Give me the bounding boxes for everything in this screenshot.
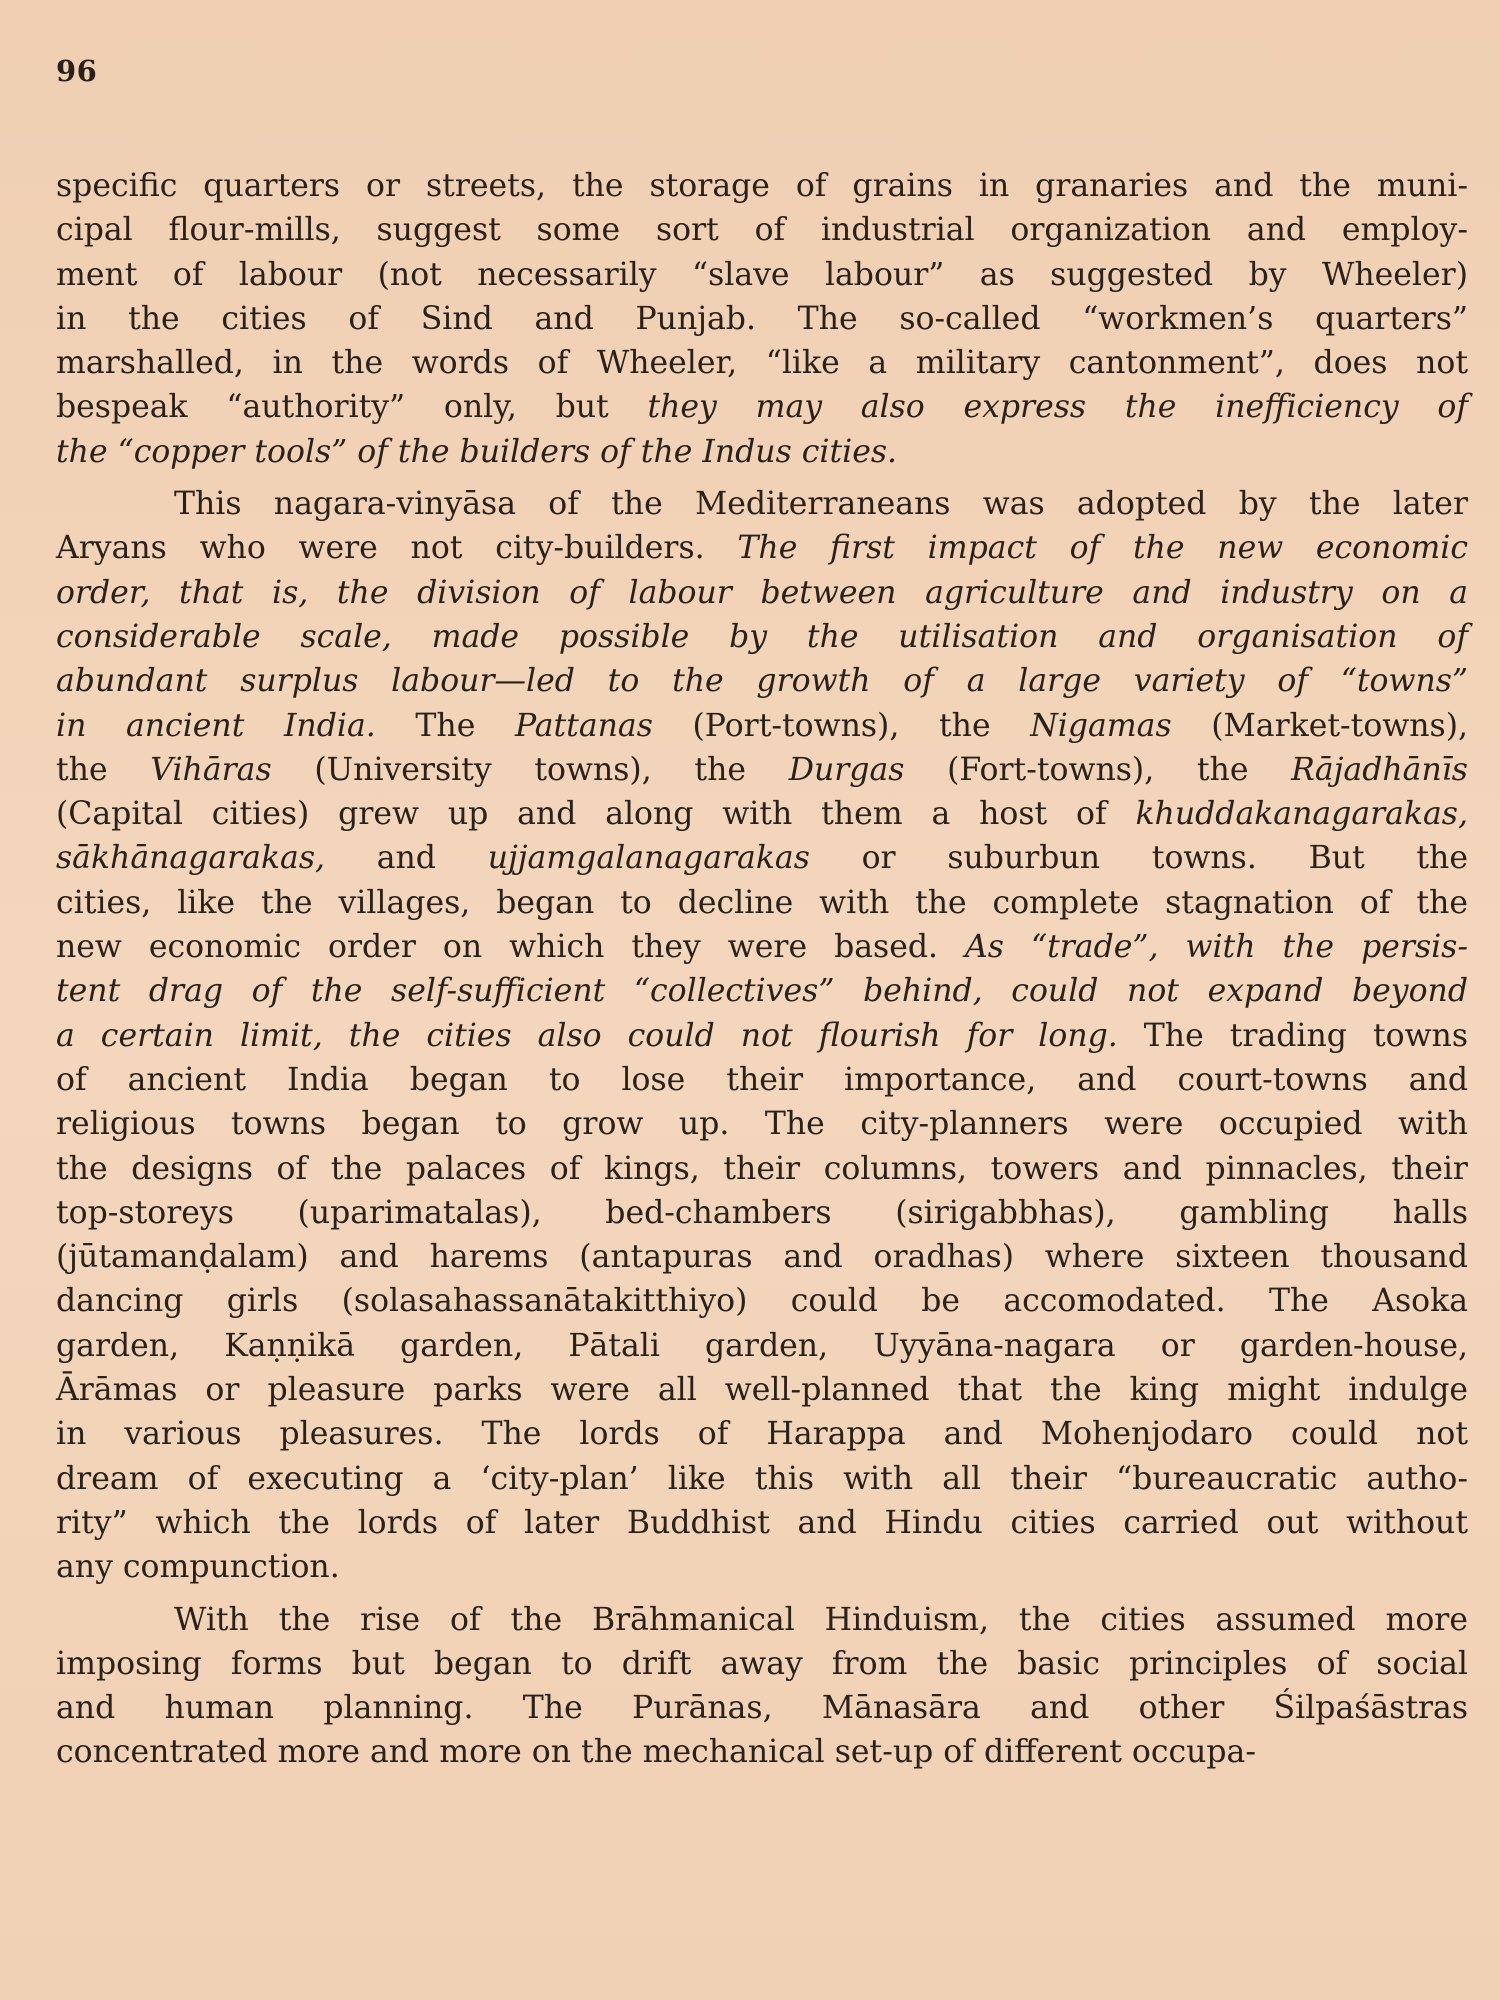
- text-run: The trading towns: [1117, 1017, 1469, 1054]
- italic-text: Vihāras: [150, 751, 272, 788]
- text-line: [56, 1191, 1468, 1235]
- italic-text: As “trade”, with the persis-: [965, 929, 1468, 966]
- text-run: (Port-towns), the: [652, 707, 1031, 744]
- text-line: [56, 881, 1468, 925]
- text-line: [56, 836, 1468, 880]
- text-run: any compunction.: [56, 1549, 340, 1586]
- text-run: Aryans who were not city-builders.: [56, 530, 738, 567]
- text-line: [56, 385, 1468, 429]
- text-line: [56, 297, 1468, 341]
- text-run: This nagara-vinyāsa of the Mediterraneans was adopted by the later: [174, 486, 1468, 523]
- text-run: the: [56, 751, 151, 788]
- italic-text: Durgas: [788, 751, 905, 788]
- text-line: [56, 253, 1468, 297]
- text-run: The: [375, 707, 515, 744]
- text-line: [56, 1686, 1468, 1730]
- paragraph-gap: [56, 474, 1468, 482]
- text-run: top-storeys (uparimatalas), bed-chambers (sirigabbhas), gambling halls: [56, 1194, 1468, 1231]
- text-run: rity” which the lords of later Buddhist and Hindu cities carried out without: [56, 1504, 1468, 1541]
- text-line: [56, 571, 1468, 615]
- italic-text: khuddakanagarakas,: [1135, 796, 1468, 833]
- text-line: [56, 1102, 1468, 1146]
- text-line: [56, 792, 1468, 836]
- paragraph: [56, 1598, 1468, 1775]
- text-line: [56, 1235, 1468, 1279]
- italic-text: order, that is, the division of labour between agriculture and industry on a: [56, 574, 1468, 611]
- text-line: [56, 704, 1468, 748]
- text-run: the designs of the palaces of kings, their columns, towers and pinnacles, their: [56, 1150, 1468, 1187]
- text-line: [56, 1457, 1468, 1501]
- italic-text: considerable scale, made possible by the utilisation and organisation of: [56, 618, 1468, 655]
- text-line: [56, 1545, 1468, 1589]
- italic-text: Rājadhānīs: [1291, 751, 1468, 788]
- text-line: [56, 1014, 1468, 1058]
- text-run: garden, Kaṇṇikā garden, Pātali garden, Uyyāna-nagara or garden-house,: [56, 1327, 1468, 1364]
- text-run: new economic order on which they were based.: [56, 929, 966, 966]
- text-run: cipal flour-mills, suggest some sort of industrial organization and employ-: [56, 212, 1468, 249]
- text-line: [56, 1598, 1468, 1642]
- text-line: [56, 430, 1468, 474]
- text-run: imposing forms but began to drift away from the basic principles of social: [56, 1645, 1468, 1682]
- text-run: concentrated more and more on the mechanical set-up of different occupa-: [56, 1734, 1256, 1771]
- text-line: [56, 1642, 1468, 1686]
- text-run: (Market-towns),: [1171, 707, 1469, 744]
- text-line: [56, 164, 1468, 208]
- text-run: bespeak “authority” only, but: [56, 389, 648, 426]
- text-line: [56, 969, 1468, 1013]
- text-line: [56, 659, 1468, 703]
- italic-text: sākhānagarakas,: [56, 840, 325, 877]
- paragraph: [56, 164, 1468, 474]
- text-line: [56, 1501, 1468, 1545]
- text-run: in the cities of Sind and Punjab. The so-called “workmen’s quarters”: [56, 300, 1468, 337]
- italic-text: Nigamas: [1030, 707, 1172, 744]
- text-line: [56, 341, 1468, 385]
- text-line: [56, 1368, 1468, 1412]
- text-run: Ārāmas or pleasure parks were all well-planned that the king might indulge: [56, 1372, 1468, 1409]
- text-run: (jūtamanḍalam) and harems (antapuras and oradhas) where sixteen thousand: [56, 1239, 1468, 1276]
- text-run: (University towns), the: [271, 751, 789, 788]
- paragraph: [56, 482, 1468, 1589]
- text-run: in various pleasures. The lords of Harappa and Mohenjodaro could not: [56, 1416, 1468, 1453]
- text-line: [56, 1324, 1468, 1368]
- paragraph-gap: [56, 1590, 1468, 1598]
- italic-text: a certain limit, the cities also could not flourish for long.: [56, 1017, 1118, 1054]
- text-run: With the rise of the Brāhmanical Hinduism, the cities assumed more: [174, 1601, 1468, 1638]
- text-run: ment of labour (not necessarily “slave labour” as suggested by Wheeler): [56, 256, 1468, 293]
- italic-text: ujjamgalanagarakas: [487, 840, 810, 877]
- text-line: [56, 526, 1468, 570]
- text-run: specific quarters or streets, the storage of grains in granaries and the muni-: [56, 168, 1468, 204]
- text-line: [56, 1058, 1468, 1102]
- text-line: [56, 925, 1468, 969]
- text-run: and: [325, 840, 488, 877]
- text-run: cities, like the villages, began to decline with the complete stagnation of the: [56, 884, 1468, 921]
- italic-text: abundant surplus labour—led to the growth of a large variety of “towns”: [56, 663, 1468, 700]
- text-line: [56, 208, 1468, 252]
- text-run: (Capital cities) grew up and along with them a host of: [56, 796, 1136, 833]
- page-number: 96: [56, 54, 98, 88]
- italic-text: tent drag of the self-sufficient “collectives” behind, could not expand beyond: [56, 973, 1468, 1010]
- italic-text: Pattanas: [514, 707, 653, 744]
- text-run: and human planning. The Purānas, Mānasāra and other Śilpaśāstras: [56, 1690, 1468, 1727]
- text-line: [56, 1279, 1468, 1323]
- text-line: [56, 615, 1468, 659]
- text-run: (Fort-towns), the: [904, 751, 1292, 788]
- text-line: [56, 482, 1468, 526]
- italic-text: the “copper tools” of the builders of the Indus cities.: [56, 433, 898, 470]
- text-line: [56, 748, 1468, 792]
- text-line: [56, 1730, 1468, 1774]
- text-line: [56, 1147, 1468, 1191]
- italic-text: they may also express the inefficiency of: [647, 389, 1469, 426]
- body-text: [56, 164, 1468, 1775]
- text-run: religious towns began to grow up. The city-planners were occupied with: [56, 1106, 1468, 1143]
- text-run: of ancient India began to lose their importance, and court-towns and: [56, 1061, 1468, 1098]
- text-run: dream of executing a ‘city-plan’ like this with all their “bureaucratic autho-: [56, 1460, 1468, 1497]
- text-run: or suburbun towns. But the: [809, 840, 1468, 877]
- text-run: marshalled, in the words of Wheeler, “like a military cantonment”, does not: [56, 345, 1468, 382]
- italic-text: The first impact of the new economic: [737, 530, 1468, 567]
- text-line: [56, 1412, 1468, 1456]
- text-run: dancing girls (solasahassanātakitthiyo) could be accomodated. The Asoka: [56, 1283, 1468, 1320]
- italic-text: in ancient India.: [56, 707, 376, 744]
